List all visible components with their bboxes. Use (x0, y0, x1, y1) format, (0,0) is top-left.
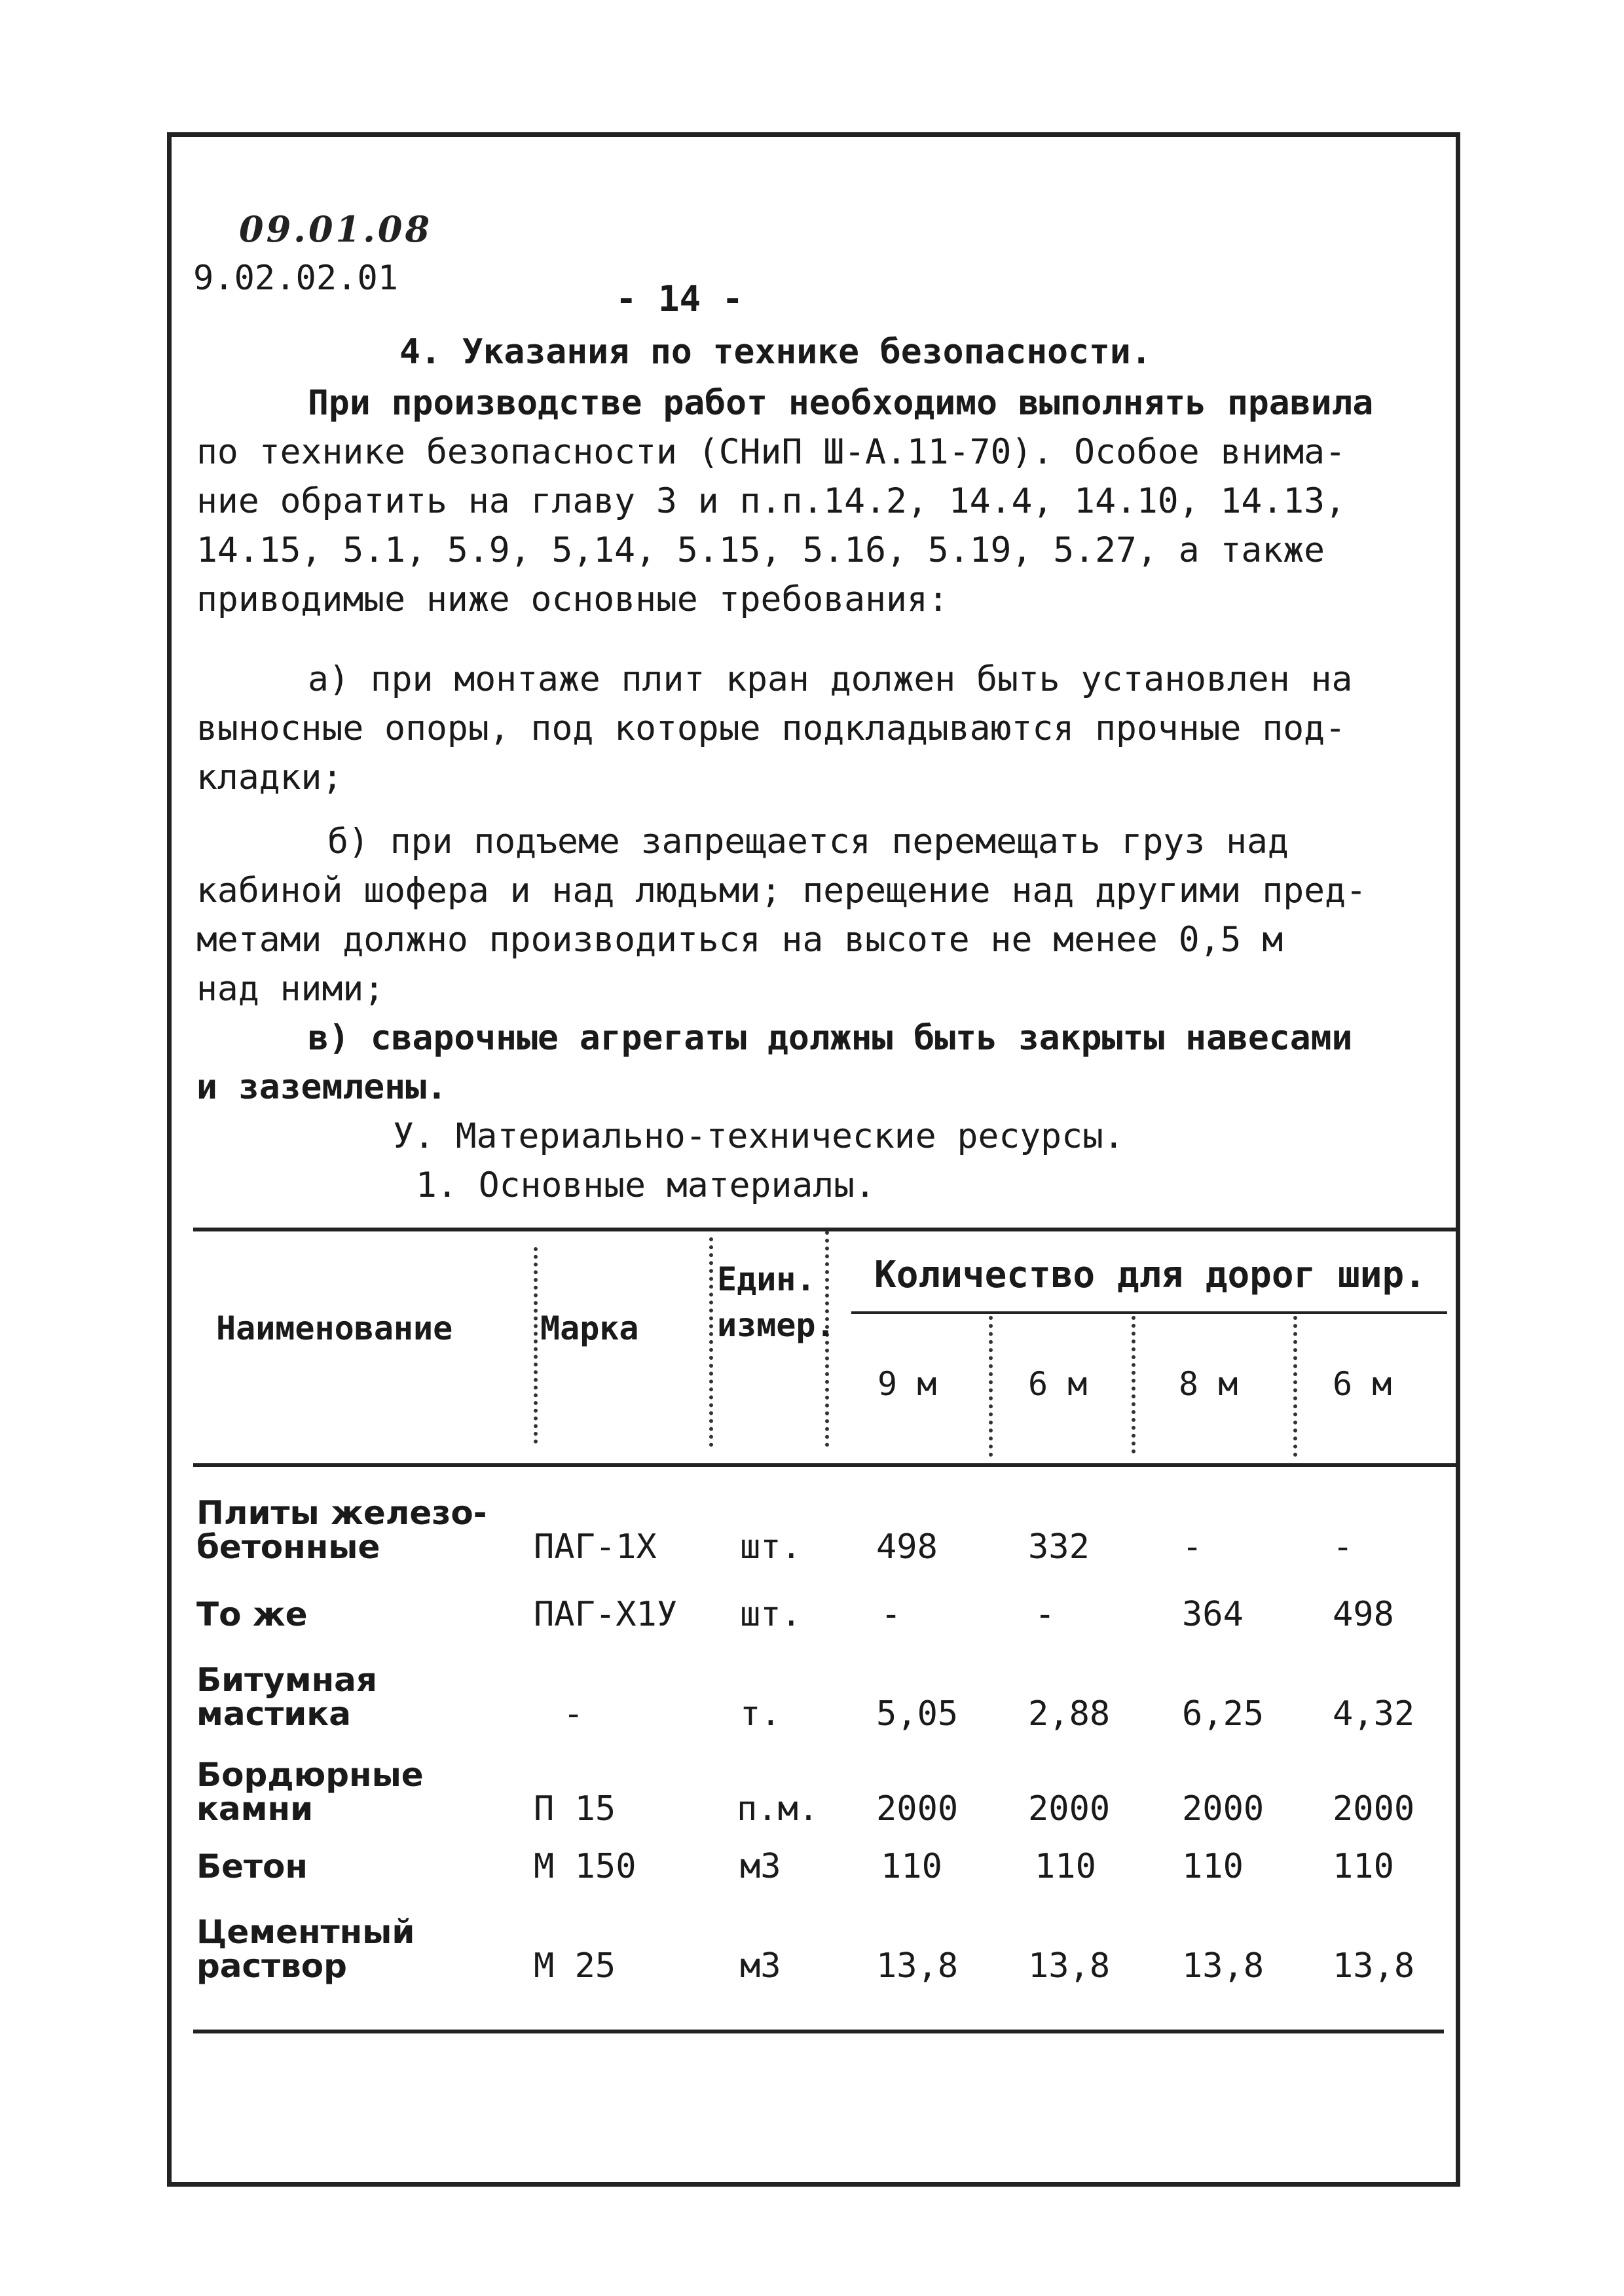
intro-line-4: 14.15, 5.1, 5.9, 5,14, 5.15, 5.16, 5.19, 5.27, а также (196, 530, 1325, 570)
row-2-qty-4: 498 (1333, 1595, 1394, 1634)
item-v-line-1: в) сварочные агрегаты должны быть закрыты навесами (308, 1018, 1353, 1058)
row-4-qty-3: 2000 (1182, 1789, 1264, 1829)
item-a-line-2: выносные опоры, под которые подкладываются прочные под- (196, 708, 1346, 748)
row-5-unit: м3 (740, 1847, 781, 1886)
row-1-qty-1: 498 (876, 1527, 938, 1567)
row-3-name-line-2: мастика (196, 1695, 351, 1733)
section-4-title: 4. Указания по технике безопасности. (399, 332, 1152, 372)
row-5-qty-1: 110 (881, 1847, 942, 1886)
row-4-name-line-1: Бордюрные (196, 1756, 424, 1794)
row-4-qty-4: 2000 (1333, 1789, 1415, 1829)
row-3-unit: т. (740, 1694, 781, 1734)
header-width-3: 8 м (1179, 1365, 1238, 1403)
row-1-qty-2: 332 (1028, 1527, 1090, 1567)
row-2-mark: ПАГ-Х1У (534, 1595, 678, 1634)
subsection-title: 1. Основные материалы. (416, 1165, 876, 1205)
row-5-name: Бетон (196, 1848, 308, 1886)
row-6-unit: м3 (740, 1946, 781, 1986)
row-4-unit: п.м. (737, 1789, 819, 1829)
header-quantity-group: Количество для дорог шир. (874, 1254, 1426, 1296)
header-unit-line-1: Един. (717, 1260, 816, 1298)
header-name: Наименование (216, 1309, 453, 1347)
item-a-line-3: кладки; (196, 757, 343, 797)
row-6-qty-2: 13,8 (1028, 1946, 1111, 1986)
row-6-name-line-2: раствор (196, 1947, 347, 1985)
row-2-qty-3: 364 (1182, 1595, 1244, 1634)
row-2-name: То же (196, 1595, 308, 1633)
header-width-2: 6 м (1028, 1365, 1088, 1403)
row-4-qty-1: 2000 (876, 1789, 959, 1829)
section-5-title: У. Материально-технические ресурсы. (393, 1116, 1124, 1156)
intro-line-3: ние обратить на главу 3 и п.п.14.2, 14.4, 14.10, 14.13, (196, 481, 1346, 521)
row-6-qty-1: 13,8 (876, 1946, 959, 1986)
header-mark: Марка (540, 1309, 639, 1347)
row-3-qty-1: 5,05 (876, 1694, 959, 1734)
row-6-qty-4: 13,8 (1333, 1946, 1415, 1986)
row-4-mark: П 15 (534, 1789, 616, 1829)
row-6-mark: М 25 (534, 1946, 616, 1986)
item-b-line-3: метами должно производиться на высоте не менее 0,5 м (196, 920, 1283, 960)
intro-line-5: приводимые ниже основные требования: (196, 579, 949, 619)
row-6-name-line-1: Цементный (196, 1913, 415, 1951)
row-1-name-line-2: бетонные (196, 1528, 380, 1566)
item-a-line-1: а) при монтаже плит кран должен быть установлен на (308, 659, 1353, 699)
intro-line-1: При производстве работ необходимо выполнять правила (308, 383, 1374, 423)
row-1-name-line-1: Плиты железо- (196, 1494, 487, 1532)
qty-group-rule (851, 1311, 1447, 1314)
row-1-unit: шт. (740, 1527, 802, 1567)
item-b-line-4: над ними; (196, 969, 385, 1009)
row-5-qty-4: 110 (1333, 1847, 1394, 1886)
header-width-1: 9 м (877, 1365, 937, 1403)
row-4-name-line-2: камни (196, 1790, 314, 1828)
row-2-qty-2: - (1035, 1595, 1056, 1634)
row-3-mark: - (563, 1694, 584, 1734)
row-4-qty-2: 2000 (1028, 1789, 1111, 1829)
row-1-qty-3: - (1182, 1527, 1203, 1567)
column-separator (534, 1247, 538, 1444)
item-v-line-2: и заземлены. (196, 1067, 447, 1107)
page-number: - 14 - (616, 278, 744, 319)
column-separator (989, 1316, 993, 1457)
row-3-qty-3: 6,25 (1182, 1694, 1264, 1734)
intro-line-2: по технике безопасности (СНиП Ш-А.11-70). Особое внима- (196, 432, 1346, 472)
header-unit-line-2: измер. (717, 1306, 836, 1344)
row-5-qty-3: 110 (1182, 1847, 1244, 1886)
row-3-qty-4: 4,32 (1333, 1694, 1415, 1734)
row-5-qty-2: 110 (1035, 1847, 1096, 1886)
row-3-name-line-1: Битумная (196, 1661, 377, 1699)
row-3-qty-2: 2,88 (1028, 1694, 1111, 1734)
item-b-line-2: кабиной шофера и над людьми; перещение над другими пред- (196, 871, 1367, 911)
item-b-line-1: б) при подъеме запрещается перемещать груз над (327, 822, 1289, 862)
row-5-mark: М 150 (534, 1847, 637, 1886)
table-bottom-rule (193, 2030, 1444, 2033)
document-code: 9.02.02.01 (193, 259, 399, 298)
handwritten-code: 09.01.08 (239, 208, 433, 250)
column-separator (1132, 1316, 1135, 1453)
column-separator (709, 1237, 713, 1447)
row-6-qty-3: 13,8 (1182, 1946, 1264, 1986)
header-width-4: 6 м (1333, 1365, 1392, 1403)
row-2-unit: шт. (740, 1595, 802, 1634)
row-1-mark: ПАГ-1Х (534, 1527, 657, 1567)
column-separator (1293, 1316, 1297, 1457)
row-2-qty-1: - (881, 1595, 902, 1634)
table-header-rule (193, 1463, 1460, 1467)
row-1-qty-4: - (1333, 1527, 1354, 1567)
